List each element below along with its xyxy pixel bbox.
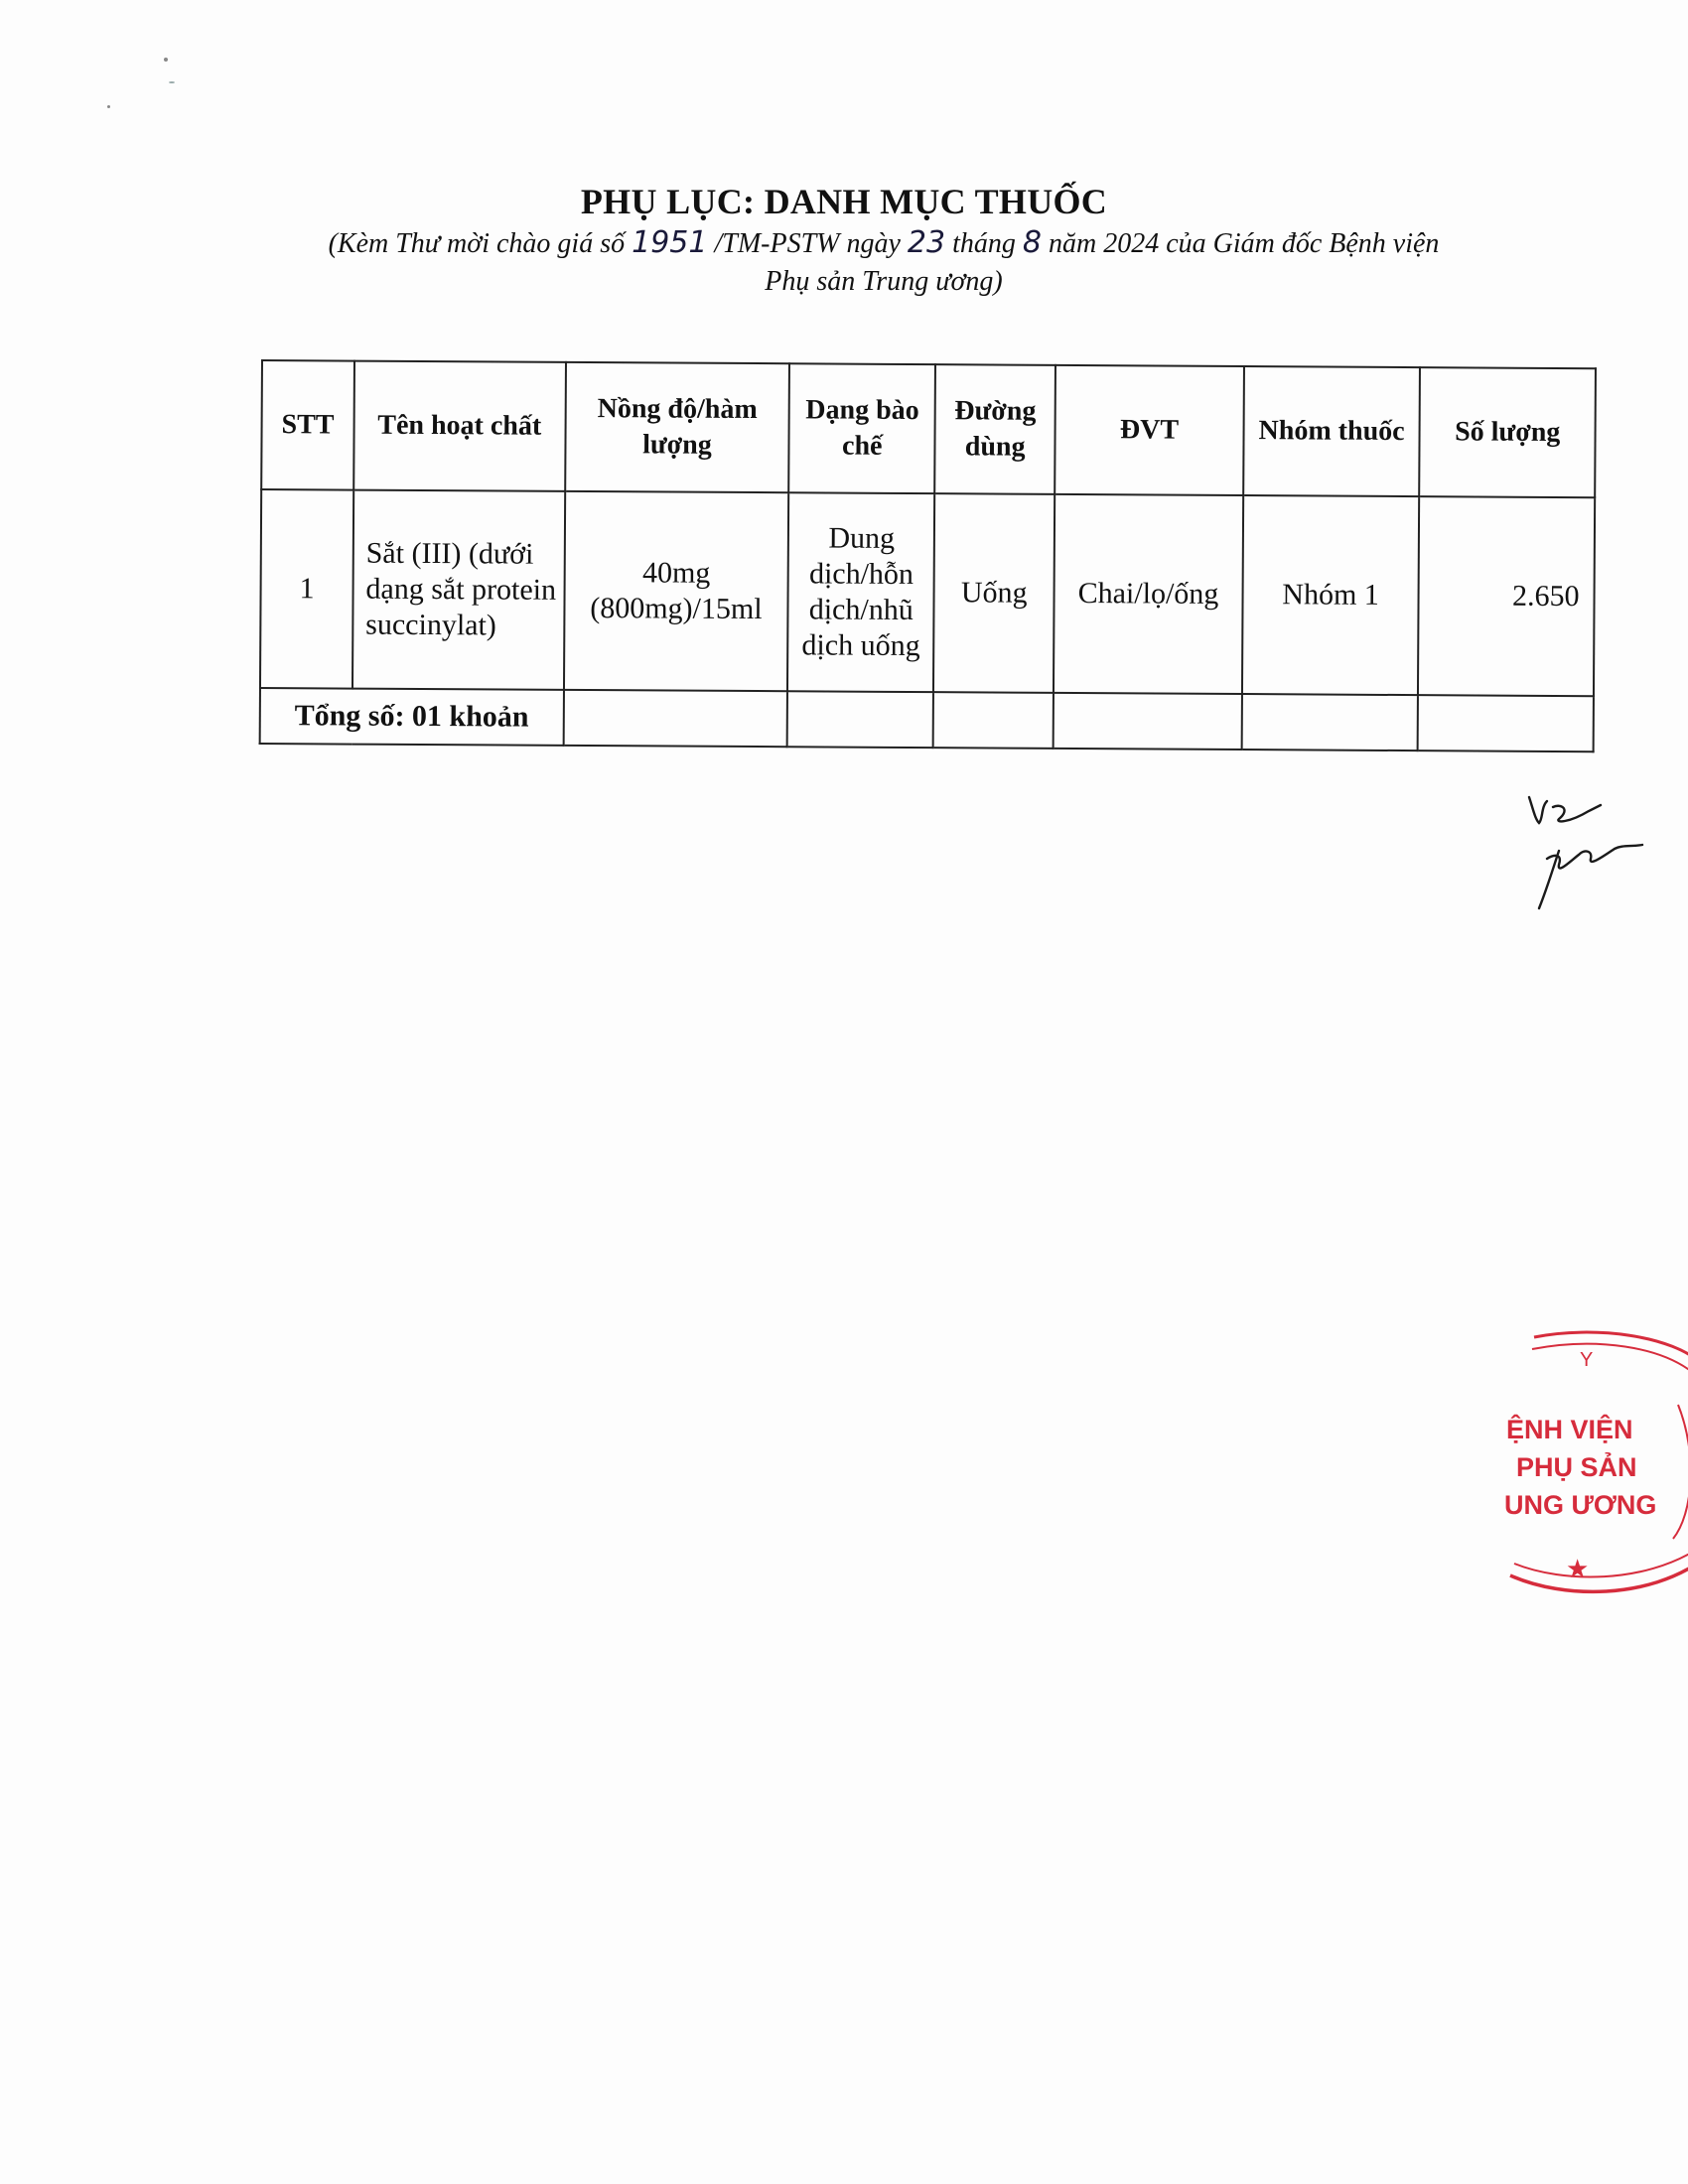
hospital-seal xyxy=(1475,1315,1688,1623)
cell-nhom-thuoc: Nhóm 1 xyxy=(1242,495,1420,695)
table-header-row xyxy=(261,360,1596,497)
table-row xyxy=(260,489,1595,696)
table-total-row xyxy=(260,688,1594,751)
header-dang-bao-che: Dạng bào chế xyxy=(789,363,936,493)
subtitle-middle2: tháng xyxy=(945,228,1023,259)
header-nhom-thuoc: Nhóm thuốc xyxy=(1243,366,1420,496)
seal-line-3: UNG ƯƠNG xyxy=(1504,1490,1657,1520)
document-title: PHỤ LỤC: DANH MỤC THUỐC xyxy=(580,182,1108,221)
subtitle-line2: Phụ sản Trung ương) xyxy=(765,266,1003,297)
header-stt: STT xyxy=(261,360,354,490)
subtitle-prefix: (Kèm Thư mời chào giá số xyxy=(328,228,633,259)
seal-line-2: PHỤ SẢN xyxy=(1516,1452,1637,1482)
subtitle-suffix: năm 2024 của Giám đốc Bệnh viện xyxy=(1041,228,1440,259)
total-label: Tổng số: 01 khoản xyxy=(260,688,564,746)
cell-so-luong: 2.650 xyxy=(1418,496,1595,696)
header-dvt: ĐVT xyxy=(1055,365,1243,495)
subtitle-middle1: /TM-PSTW ngày xyxy=(707,228,908,259)
empty-cell xyxy=(563,690,787,747)
header-duong-dung: Đường dùng xyxy=(934,364,1055,494)
empty-cell xyxy=(1418,695,1594,751)
empty-cell xyxy=(1054,693,1242,750)
handwritten-day: 23 xyxy=(907,225,946,260)
header-nong-do: Nồng độ/hàm lượng xyxy=(565,362,790,492)
seal-top-letter: Y xyxy=(1580,1349,1594,1371)
empty-cell xyxy=(787,691,933,748)
cell-dvt: Chai/lọ/ống xyxy=(1054,494,1243,694)
header-so-luong: Số lượng xyxy=(1420,367,1596,497)
empty-cell xyxy=(1241,694,1418,751)
empty-cell xyxy=(933,692,1054,749)
cell-ten-hoat-chat: Sắt (III) (dưới dạng sắt protein succinylat) xyxy=(352,490,565,690)
seal-line-1: ỆNH VIỆN xyxy=(1506,1415,1633,1444)
document-subtitle xyxy=(268,224,1499,301)
cell-nong-do: 40mg (800mg)/15ml xyxy=(564,491,789,691)
handwritten-month: 8 xyxy=(1022,225,1042,260)
cell-stt: 1 xyxy=(260,489,353,689)
scan-speck xyxy=(164,58,168,62)
cell-duong-dung: Uống xyxy=(933,493,1055,693)
cell-dang-bao-che: Dung dịch/hỗn dịch/nhũ dịch uống xyxy=(787,492,934,692)
handwritten-number: 1951 xyxy=(632,225,708,260)
handwritten-signature xyxy=(1519,789,1658,918)
scan-speck xyxy=(107,105,110,108)
medicine-table xyxy=(259,359,1597,752)
seal-star-icon: ★ xyxy=(1566,1554,1590,1583)
scan-speck xyxy=(169,81,175,83)
header-ten-hoat-chat: Tên hoạt chất xyxy=(353,361,565,491)
